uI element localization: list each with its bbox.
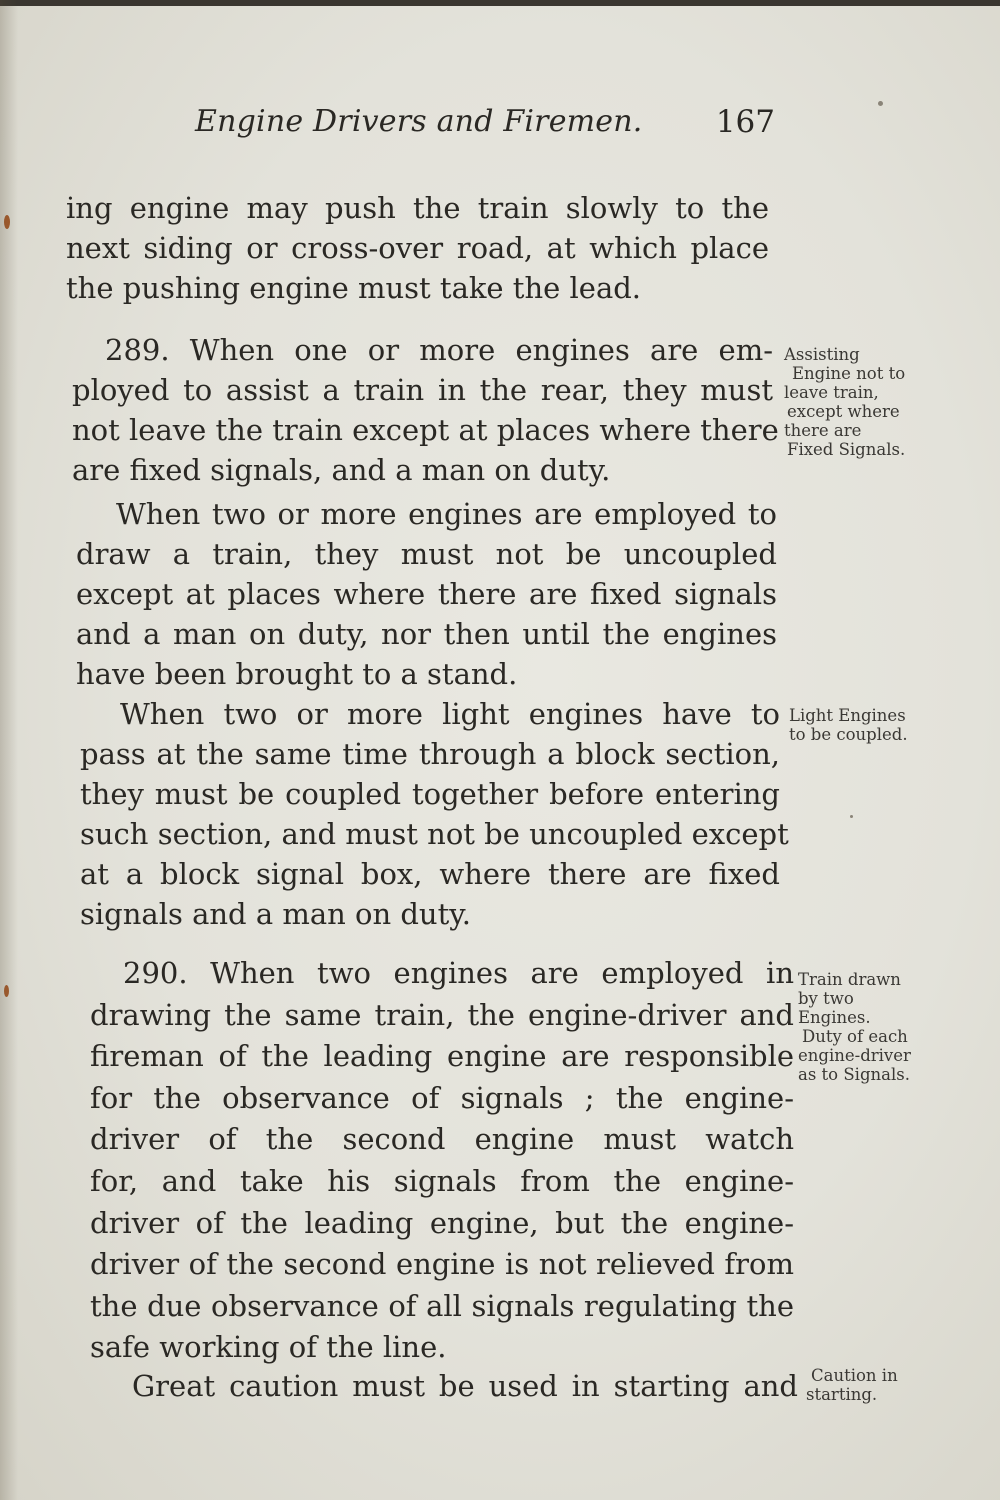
side-note-assisting-engine [784, 345, 905, 459]
side-note-line: starting. [806, 1385, 878, 1404]
text-line: driver of the leading engine, but the engine- [90, 1205, 794, 1240]
text-line: driver of the second engine must watch [90, 1122, 794, 1157]
text-line: driver of the second engine is not relieved from [90, 1247, 794, 1282]
text-line: at a block signal box, where there are fixed [80, 857, 780, 891]
text-line: the pushing engine must take the lead. [66, 271, 642, 305]
side-note-line: Light Engines [789, 706, 906, 725]
text-line: safe working of the line. [90, 1330, 447, 1365]
text-line: such section, and must not be uncoupled except [80, 817, 789, 851]
side-note-line: Fixed Signals. [787, 440, 906, 459]
side-note-line: by two [798, 989, 854, 1008]
paragraph-290 [90, 953, 794, 1369]
side-note-line: leave train, [784, 383, 879, 402]
text-line: for, and take his signals from the engine- [90, 1163, 794, 1198]
page-header [195, 104, 775, 154]
side-note-line: Caution in [811, 1366, 898, 1385]
text-line: ing engine may push the train slowly to the [66, 191, 769, 225]
side-note-line: except where [787, 402, 900, 421]
side-note-line: Engines. [798, 1008, 871, 1027]
text-line: fireman of the leading engine are responsible [90, 1039, 794, 1074]
text-line: have been brought to a stand. [76, 657, 518, 691]
paragraph-continuation [66, 188, 769, 308]
paragraph-caution [96, 1366, 798, 1406]
running-title: Engine Drivers and Firemen. [195, 104, 643, 139]
paper-speck [4, 985, 9, 997]
paragraph-289 [72, 330, 779, 490]
text-line: When two or more engines are employed to [116, 497, 777, 531]
side-note-line: Train drawn [798, 970, 901, 989]
paper-speck [878, 101, 883, 106]
text-line: not leave the train except at places where there [72, 413, 779, 447]
text-line: When two or more light engines have to [120, 697, 780, 731]
paragraph-two-engines-draw [76, 494, 777, 694]
side-note-line: to be coupled. [789, 725, 908, 744]
text-line: except at places where there are fixed signals [76, 577, 777, 611]
side-note-line: Engine not to [792, 364, 906, 383]
side-note-line: there are [784, 421, 862, 440]
side-note-line: Duty of each [802, 1027, 908, 1046]
side-note-line: Assisting [784, 345, 860, 364]
paper-speck [4, 215, 10, 229]
page-number: 167 [715, 104, 775, 140]
side-note-train-drawn [798, 970, 911, 1084]
side-note-light-engines [789, 706, 908, 744]
text-line: ployed to assist a train in the rear, they must [72, 373, 773, 407]
side-note-line: engine-driver [798, 1046, 911, 1065]
text-line: next siding or cross-over road, at which place [66, 231, 769, 265]
text-line: are fixed signals, and a man on duty. [72, 453, 611, 487]
text-line: Great caution must be used in starting and [132, 1369, 798, 1403]
paper-speck [850, 815, 853, 818]
text-line: and a man on duty, nor then until the engines [76, 617, 777, 651]
text-line: drawing the same train, the engine-driver and [90, 997, 794, 1032]
text-line: for the observance of signals ; the engine- [90, 1080, 794, 1115]
text-line: 290. When two engines are employed in [123, 956, 794, 990]
text-line: the due observance of all signals regulating the [90, 1288, 794, 1323]
text-line: pass at the same time through a block section, [80, 737, 780, 771]
text-line: they must be coupled together before entering [80, 777, 780, 811]
text-line: 289. When one or more engines are em- [105, 333, 773, 367]
text-line: signals and a man on duty. [80, 897, 472, 931]
side-note-line: as to Signals. [798, 1065, 910, 1084]
side-note-caution [806, 1366, 898, 1404]
paragraph-light-engines [80, 694, 789, 934]
text-line: draw a train, they must not be uncoupled [76, 537, 777, 571]
